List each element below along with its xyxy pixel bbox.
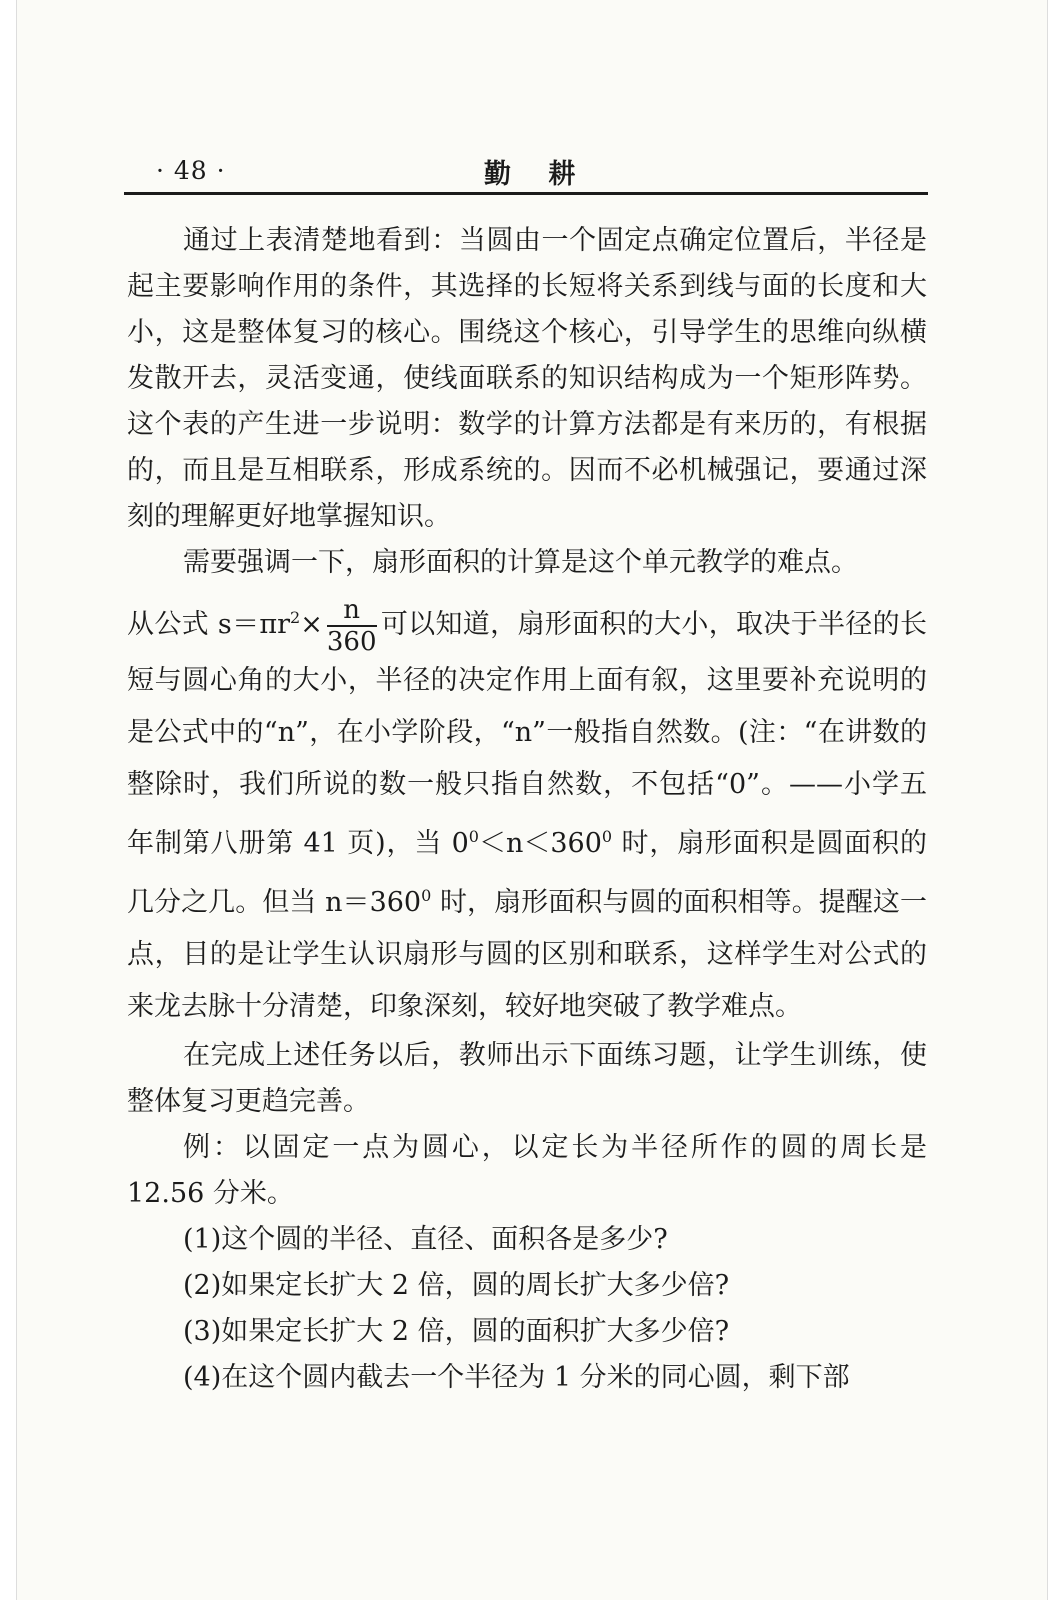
question-3: (3)如果定长扩大 2 倍，圆的面积扩大多少倍?	[183, 1315, 730, 1347]
paragraph-3-text-4: 时，扇形面积与圆的面积相等。提醒这一点，目的是让学生认识扇形与圆的区别和联系，这样学生对公式的来龙去脉十分清楚，印象深刻，较好地突破了教学难点。	[127, 886, 927, 1022]
question-4: (4)在这个圆内截去一个半径为 1 分米的同心圆，剩下部	[183, 1361, 850, 1393]
formula-times: ×	[300, 609, 323, 640]
formula-prefix: 从公式 s＝πr	[127, 609, 291, 640]
fraction-denominator: 360	[326, 626, 377, 657]
degree-sup-360a: 0	[601, 826, 613, 846]
paragraph-4: 在完成上述任务以后，教师出示下面练习题，让学生训练，使整体复习更趋完善。	[127, 1039, 927, 1117]
header-rule	[124, 192, 928, 195]
paragraph-3-text-1: 可以知道，扇形面积的大小，取决于半径的长短与圆心角的大小，半径的决定作用上面有叙，这里要补充说明的是公式中的“n”，在小学阶段，“n”一般指自然数。(注：“在讲数的整除时，我们所说的数一般只指自然数，不包括“0”。——小学五年制第八册第 41 页)，当 0	[127, 609, 928, 859]
page-number: · 48 ·	[156, 156, 226, 185]
paragraph-5: 例：以固定一点为圆心，以定长为半径所作的圆的周长是 12.56 分米。	[127, 1131, 927, 1209]
paragraph-3-text-3: 时，扇形面积是圆面积的几分之几。但当 n＝360	[127, 827, 927, 918]
paragraph-1: 通过上表清楚地看到：当圆由一个固定点确定位置后，半径是起主要影响作用的条件，其选择的长短将关系到线与面的长度和大小，这是整体复习的核心。围绕这个核心，引导学生的思维向纵横发散开去，灵活变通，使线面联系的知识结构成为一个矩形阵势。这个表的产生进一步说明：数学的计算方法都是有来历的，有根据的，而且是互相联系，形成系统的。因而不必机械强记，要通过深刻的理解更好地掌握知识。	[127, 225, 927, 532]
body-text	[127, 218, 927, 1401]
paragraph-3-text-2: ＜n＜360	[478, 827, 602, 859]
formula-exponent: 2	[290, 608, 301, 627]
fraction-numerator: n	[327, 597, 377, 627]
degree-sup-0: 0	[468, 826, 479, 846]
formula-fraction	[326, 594, 377, 657]
question-2: (2)如果定长扩大 2 倍，圆的周长扩大多少倍?	[183, 1269, 730, 1301]
paragraph-3	[127, 592, 927, 1033]
page-header	[124, 150, 928, 192]
running-title: 勤 耕	[484, 159, 590, 190]
degree-sup-360b: 0	[421, 885, 432, 905]
question-1: (1)这个圆的半径、直径、面积各是多少?	[183, 1223, 668, 1255]
paragraph-2: 需要强调一下，扇形面积的计算是这个单元教学的难点。	[183, 547, 858, 578]
